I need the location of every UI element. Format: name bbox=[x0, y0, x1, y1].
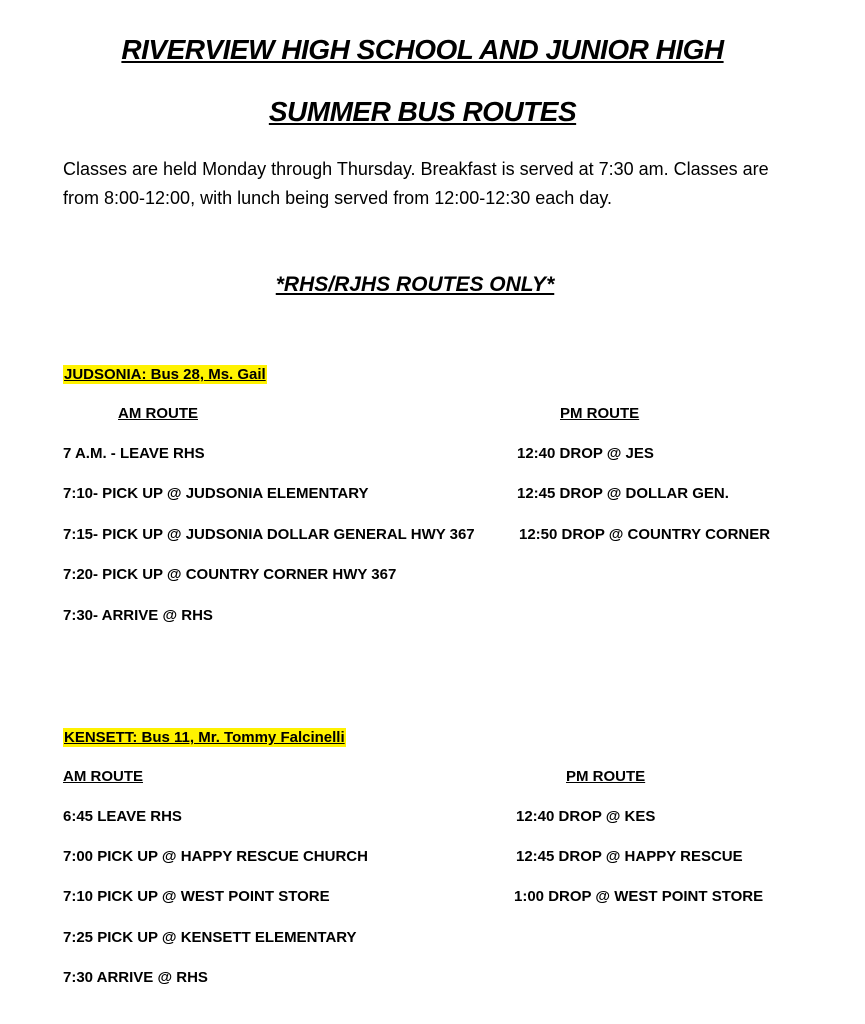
route-judsonia-am-label: AM ROUTE bbox=[118, 405, 198, 422]
route-kensett-am-stop: 7:10 PICK UP @ WEST POINT STORE bbox=[63, 888, 330, 905]
route-judsonia-am-stop: 7:15- PICK UP @ JUDSONIA DOLLAR GENERAL HWY 367 bbox=[63, 526, 475, 543]
route-judsonia-am-stop: 7:30- ARRIVE @ RHS bbox=[63, 607, 213, 624]
route-kensett-am-stop: 7:30 ARRIVE @ RHS bbox=[63, 969, 208, 986]
page-title-line-2: SUMMER BUS ROUTES bbox=[268, 96, 577, 127]
route-kensett-am-stop: 7:25 PICK UP @ KENSETT ELEMENTARY bbox=[63, 929, 357, 946]
route-judsonia-pm-stop: 12:45 DROP @ DOLLAR GEN. bbox=[517, 485, 729, 502]
route-kensett-heading: KENSETT: Bus 11, Mr. Tommy Falcinelli bbox=[64, 729, 345, 746]
route-judsonia-pm-stop: 12:50 DROP @ COUNTRY CORNER bbox=[519, 526, 771, 543]
route-kensett-pm-stop: 1:00 DROP @ WEST POINT STORE bbox=[514, 888, 764, 905]
route-kensett-am-stop: 7:00 PICK UP @ HAPPY RESCUE CHURCH bbox=[63, 848, 368, 865]
route-kensett-pm-stop: 12:40 DROP @ KES bbox=[516, 808, 656, 825]
route-judsonia-heading: JUDSONIA: Bus 28, Ms. Gail bbox=[64, 366, 266, 383]
route-kensett-am-stop: 6:45 LEAVE RHS bbox=[63, 808, 182, 825]
route-judsonia-pm-label: PM ROUTE bbox=[560, 405, 640, 422]
intro-paragraph: Classes are held Monday through Thursday. Breakfast is served at 7:30 am. Classes are from 8:00-12:00, with lunch being served from 12:00-12:30 each day. bbox=[63, 159, 769, 208]
route-judsonia-am-stop: 7:20- PICK UP @ COUNTRY CORNER HWY 367 bbox=[63, 566, 397, 583]
routes-subtitle: *RHS/RJHS ROUTES ONLY* bbox=[275, 273, 555, 296]
route-kensett-am-label: AM ROUTE bbox=[63, 768, 143, 785]
route-kensett-pm-label: PM ROUTE bbox=[566, 768, 646, 785]
route-kensett-pm-stop: 12:45 DROP @ HAPPY RESCUE bbox=[516, 848, 743, 865]
route-judsonia-am-stop: 7 A.M. - LEAVE RHS bbox=[63, 445, 205, 462]
page-title-line-1: RIVERVIEW HIGH SCHOOL AND JUNIOR HIGH bbox=[121, 34, 724, 65]
route-judsonia-pm-stop: 12:40 DROP @ JES bbox=[517, 445, 654, 462]
route-judsonia-am-stop: 7:10- PICK UP @ JUDSONIA ELEMENTARY bbox=[63, 485, 369, 502]
